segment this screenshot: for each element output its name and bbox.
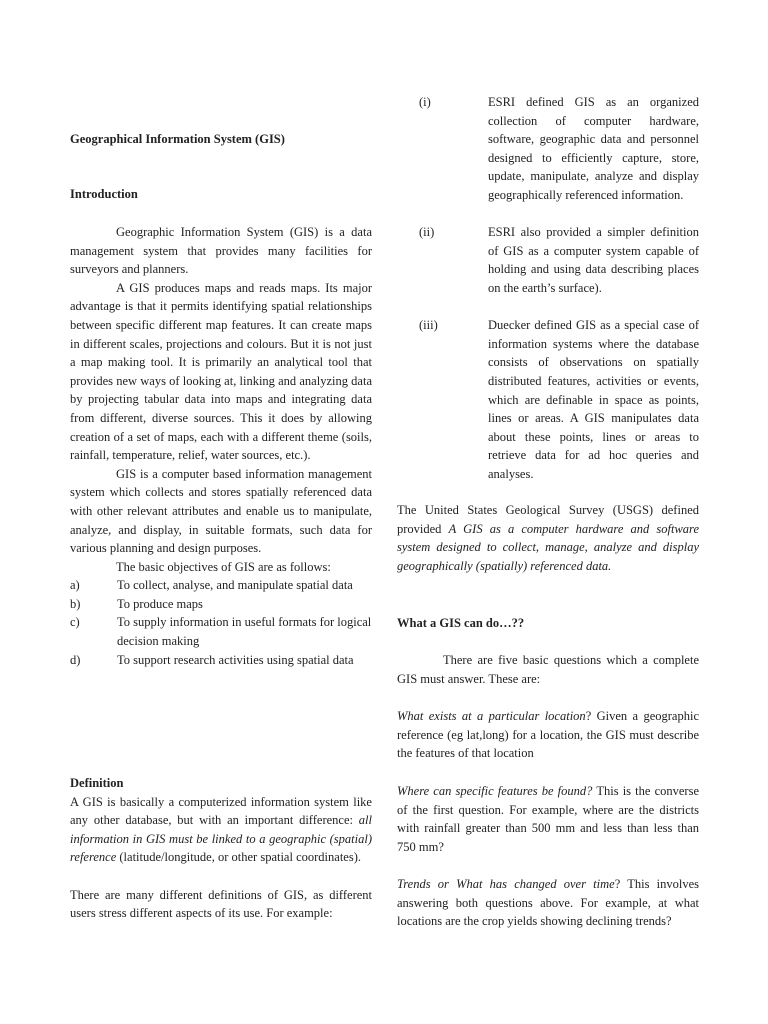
question-title: Where can specific features be found? bbox=[397, 784, 593, 798]
list-item bbox=[70, 595, 372, 614]
introduction-heading: Introduction bbox=[70, 187, 138, 201]
definition-heading: Definition bbox=[70, 776, 124, 790]
list-item-label: a) bbox=[70, 578, 80, 593]
questions-intro: There are five basic questions which a complete GIS must answer. These are: bbox=[397, 653, 699, 686]
usgs-definition: A GIS as a computer hardware and software system designed to collect, manage, analyze and display geographically (spatially) referenced data. bbox=[397, 521, 699, 573]
list-item bbox=[70, 576, 372, 595]
list-item bbox=[419, 93, 699, 205]
definition-section bbox=[70, 774, 372, 923]
objectives-intro: The basic objectives of GIS are as follows: bbox=[116, 559, 331, 574]
question-title: Trends or What has changed over time bbox=[397, 877, 615, 891]
list-item-label: b) bbox=[70, 596, 81, 611]
definition-text: A GIS is basically a computerized information system like any other database, but with an important difference: bbox=[70, 794, 372, 828]
question-title: What exists at a particular location bbox=[397, 709, 586, 723]
definitions-intro: There are many different definitions of GIS, as different users stress different aspects of its use. For example: bbox=[70, 887, 372, 921]
list-item-text: ESRI defined GIS as an organized collection of computer hardware, software, geographic data and personnel designed to efficiently capture, store, update, manipulate, analyze and display geographically referenced information. bbox=[488, 95, 699, 202]
list-item-label: (ii) bbox=[419, 225, 435, 240]
introduction-body bbox=[70, 223, 372, 669]
usgs-paragraph bbox=[397, 501, 699, 575]
list-item-label: d) bbox=[70, 652, 81, 667]
list-item bbox=[70, 613, 372, 650]
question-text: This is the converse of the first question. For example, where are the districts with rainfall greater than 500 mm and less than less than 750 mm? bbox=[397, 784, 700, 854]
intro-paragraph-2: A GIS produces maps and reads maps. Its major advantage is that it permits identifying spatial relationships between specific different map features. It can create maps in different scales, projections and colours. But it is not just a map making tool. It is primarily an analytical tool that provides new ways of looking at, linking and analyzing data by projecting tabular data into maps and integrating data from different, diverse sources. This it does by allowing creation of a set of maps, each with a different theme (soils, rainfall, temperature, relief, water sources, etc.). bbox=[70, 280, 372, 463]
usgs-text: The United States Geological Survey (USGS) defined provided bbox=[397, 503, 699, 536]
definition-paragraph bbox=[70, 793, 372, 867]
definition-emphasis: all information in GIS must be linked to a geographic (spatial) reference bbox=[70, 813, 372, 865]
list-item-text: Duecker defined GIS as a special case of information systems where the database consists of observations on spatially distributed features, activities or events, which are definable in space as points, lines or areas. A GIS manipulates data about these points, lines or areas to retrieve data for ad hoc queries and analyses. bbox=[488, 318, 699, 481]
intro-paragraph-3: GIS is a computer based information management system which collects and stores spatially referenced data with other relevant attributes and enable us to manipulate, analyze, and display, in suitable formats, such data for various planning and design purposes. bbox=[70, 466, 372, 556]
list-item-text: ESRI also provided a simpler definition of GIS as a computer system capable of holding and using data describing places on the earth’s surface). bbox=[488, 225, 699, 295]
objectives-list bbox=[70, 576, 372, 669]
list-item bbox=[419, 316, 699, 483]
question-text: ? Given a geographic reference (eg lat,long) for a location, the GIS must describe the features of that location bbox=[397, 709, 699, 761]
question-condition bbox=[397, 782, 699, 856]
list-item-text: To collect, analyse, and manipulate spatial data bbox=[117, 578, 353, 593]
list-item-text: To supply information in useful formats for logical decision making bbox=[117, 615, 372, 649]
list-item-text: To produce maps bbox=[117, 596, 203, 611]
definitions-list bbox=[419, 93, 699, 483]
question-location bbox=[397, 707, 699, 763]
question-text: ? This involves answering both questions above. For example, at what locations are the crop yields showing declining trends? bbox=[397, 877, 699, 929]
list-item bbox=[70, 651, 372, 670]
document-title: Geographical Information System (GIS) bbox=[70, 132, 285, 146]
definition-coordinates-text: (latitude/longitude, or other spatial coordinates). bbox=[116, 850, 361, 865]
list-item-text: To support research activities using spatial data bbox=[117, 652, 354, 667]
list-item-label: (i) bbox=[419, 95, 431, 109]
list-item bbox=[419, 223, 699, 297]
intro-paragraph-1: Geographic Information System (GIS) is a data management system that provides many facilities for surveyors and planners. bbox=[70, 225, 372, 277]
what-gis-can-do-heading: What a GIS can do…?? bbox=[397, 616, 525, 630]
question-trends bbox=[397, 875, 699, 931]
list-item-label: (iii) bbox=[419, 318, 438, 333]
list-item-label: c) bbox=[70, 615, 80, 630]
